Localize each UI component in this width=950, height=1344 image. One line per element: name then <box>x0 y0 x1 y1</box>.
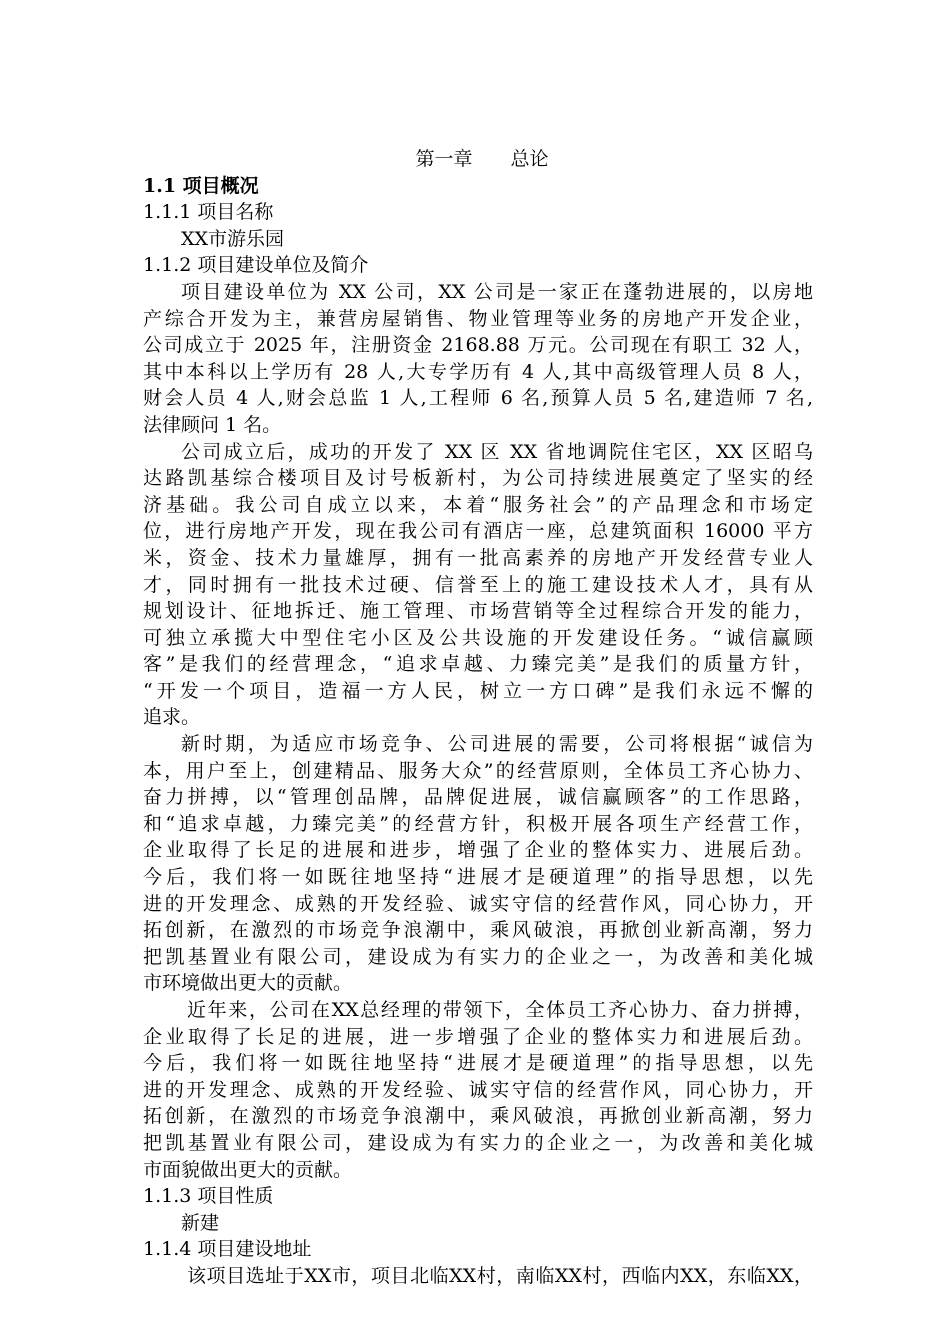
paragraph-line: 位，进行房地产开发，现在我公司有酒店一座，总建筑面积 16000 平方 <box>143 520 813 543</box>
project-nature-text: 新建 <box>181 1211 220 1234</box>
paragraph-line: 今后，我们将一如既往地坚持“进展才是硬道理”的指导思想，以先 <box>143 866 813 889</box>
paragraph-line: 才，同时拥有一批技术过硬、信誉至上的施工建设技术人才，具有从 <box>143 573 813 596</box>
paragraph-line: 和“追求卓越，力臻完美”的经营方针，积极开展各项生产经营工作， <box>143 812 813 835</box>
paragraph-line: 企业取得了长足的进展和进步，增强了企业的整体实力、进展后劲。 <box>143 839 813 862</box>
paragraph-line: “开发一个项目，造福一方人民，树立一方口碑”是我们永远不懈的 <box>143 679 813 702</box>
section-heading-1-1: 1.1 项目概况 <box>143 174 259 197</box>
paragraph-line: 近年来，公司在XX总经理的带领下，全体员工齐心协力、奋力拼搏， <box>187 999 813 1021</box>
paragraph-line: 进的开发理念、成熟的开发经验、诚实守信的经营作风，同心协力，开 <box>143 892 813 915</box>
paragraph-line: 财会人员 4 人,财会总监 1 人,工程师 6 名,预算人员 5 名,建造师 7 名, <box>143 387 813 410</box>
section-heading-1-1-1: 1.1.1 项目名称 <box>143 201 274 224</box>
project-location-text: 该项目选址于XX市，项目北临XX村，南临XX村，西临内XX，东临XX， <box>187 1264 813 1287</box>
chapter-title <box>143 146 813 173</box>
paragraph-line: 奋力拼搏，以“管理创品牌，品牌促进展，诚信赢顾客”的工作思路， <box>143 786 813 809</box>
chapter-number: 第一章 <box>415 148 473 170</box>
paragraph-line: 把凯基置业有限公司，建设成为有实力的企业之一，为改善和美化城 <box>143 945 813 968</box>
paragraph-line: 公司成立于 2025 年，注册资金 2168.88 万元。公司现在有职工 32 人， <box>143 334 813 357</box>
section-heading-1-1-3: 1.1.3 项目性质 <box>143 1185 274 1208</box>
paragraph-line: 其中本科以上学历有 28 人,大专学历有 4 人,其中高级管理人员 8 人， <box>143 360 813 383</box>
document-body <box>143 146 813 1290</box>
paragraph-line: 拓创新，在激烈的市场竞争浪潮中，乘风破浪，再掀创业新高潮，努力 <box>143 1105 813 1128</box>
section-heading-1-1-4: 1.1.4 项目建设地址 <box>143 1238 312 1261</box>
section-heading-1-1-2: 1.1.2 项目建设单位及简介 <box>143 254 369 277</box>
paragraph-line: 进的开发理念、成熟的开发经验、诚实守信的经营作风，同心协力，开 <box>143 1078 813 1101</box>
paragraph-line: 企业取得了长足的进展，进一步增强了企业的整体实力和进展后劲。 <box>143 1025 813 1048</box>
paragraph-line: 产综合开发为主，兼营房屋销售、物业管理等业务的房地产开发企业， <box>143 307 813 330</box>
paragraph-line: 客”是我们的经营理念，“追求卓越、力臻完美”是我们的质量方针， <box>143 653 813 676</box>
paragraph-line: 把凯基置业有限公司，建设成为有实力的企业之一，为改善和美化城 <box>143 1131 813 1154</box>
paragraph-line: 米，资金、技术力量雄厚，拥有一批高素养的房地产开发经营专业人 <box>143 546 813 569</box>
paragraph-line: 市环境做出更大的贡献。 <box>143 972 353 995</box>
paragraph-line: 今后，我们将一如既往地坚持“进展才是硬道理”的指导思想，以先 <box>143 1052 813 1075</box>
project-name-text: XX市游乐园 <box>181 227 285 250</box>
paragraph-line: 拓创新，在激烈的市场竞争浪潮中，乘风破浪，再掀创业新高潮，努力 <box>143 919 813 942</box>
chapter-name: 总论 <box>510 148 549 170</box>
paragraph-line: 市面貌做出更大的贡献。 <box>143 1158 353 1181</box>
paragraph-line: 达路凯基综合楼项目及讨号板新村，为公司持续进展奠定了坚实的经 <box>143 467 813 490</box>
paragraph-line: 新时期，为适应市场竞争、公司进展的需要，公司将根据“诚信为 <box>181 733 813 756</box>
paragraph-line: 可独立承揽大中型住宅小区及公共设施的开发建设任务。“诚信赢顾 <box>143 626 813 649</box>
paragraph-line: 本，用户至上，创建精品、服务大众”的经营原则，全体员工齐心协力、 <box>143 759 813 782</box>
paragraph-line: 项目建设单位为 XX 公司，XX 公司是一家正在蓬勃进展的，以房地 <box>181 280 813 303</box>
paragraph-line: 规划设计、征地拆迁、施工管理、市场营销等全过程综合开发的能力， <box>143 600 813 623</box>
paragraph-line: 追求。 <box>143 706 201 729</box>
paragraph-line: 济基础。我公司自成立以来，本着“服务社会”的产品理念和市场定 <box>143 493 813 516</box>
paragraph-line: 公司成立后，成功的开发了 XX 区 XX 省地调院住宅区，XX 区昭乌 <box>181 440 813 463</box>
paragraph-line: 法律顾问 1 名。 <box>143 413 282 436</box>
